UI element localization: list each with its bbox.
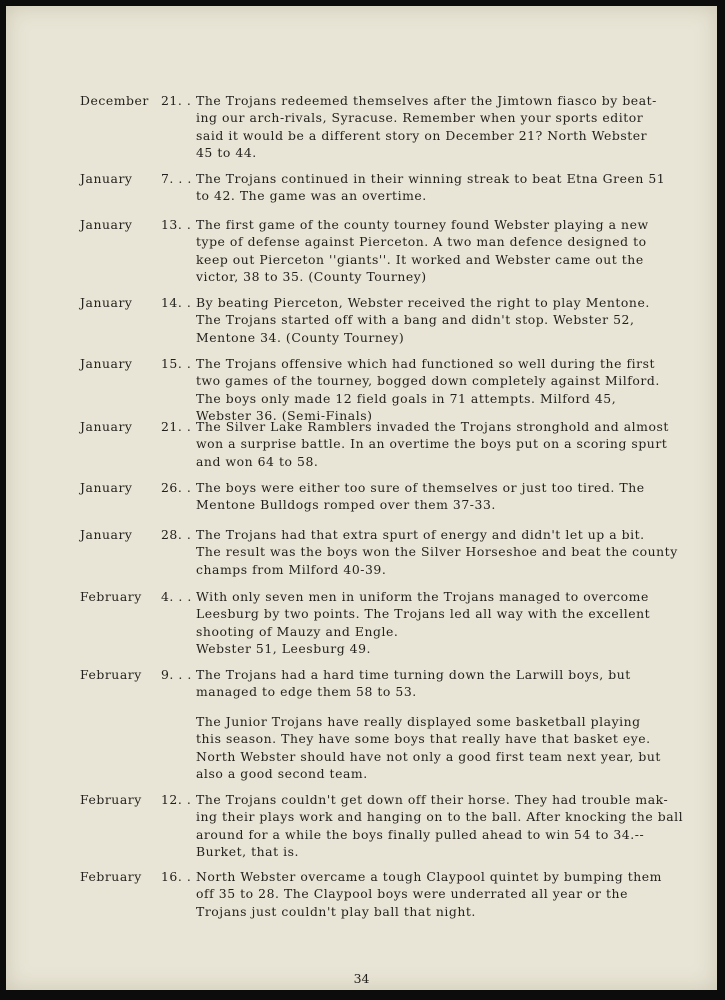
- entry-line: ing our arch-rivals, Syracuse. Remember when your sports editor: [196, 110, 644, 126]
- entry-line: keep out Pierceton ''giants''. It worked and Webster came out the: [196, 251, 644, 267]
- entry-text: [196, 791, 704, 861]
- entry-day: 7. . .: [161, 171, 192, 186]
- entry-line: Webster 36. (Semi-Finals): [196, 408, 373, 424]
- entry-line: The boys only made 12 field goals in 71 attempts. Milford 45,: [196, 390, 617, 406]
- entry-month: January: [80, 295, 133, 310]
- entry-text: [196, 418, 704, 470]
- yearbook-page: [6, 6, 717, 990]
- entry-month: February: [80, 667, 142, 682]
- entry-text: [196, 666, 704, 701]
- entry-day: 12. .: [161, 792, 192, 807]
- note-line: The Junior Trojans have really displayed some basketball playing: [196, 714, 641, 729]
- entry-line: The result was the boys won the Silver Horseshoe and beat the county: [196, 544, 678, 560]
- entry-text: [196, 170, 704, 205]
- entry-line: victor, 38 to 35. (County Tourney): [196, 269, 427, 285]
- entry-month: January: [80, 419, 133, 434]
- entry-line: off 35 to 28. The Claypool boys were underrated all year or the: [196, 886, 628, 902]
- entry-day: 9. . .: [161, 667, 192, 682]
- entry-line: Trojans just couldn't play ball that night.: [196, 903, 476, 919]
- entry-month: February: [80, 869, 142, 884]
- entry-text: [196, 216, 704, 286]
- entry-text: [196, 526, 704, 578]
- entry-line: to 42. The game was an overtime.: [196, 188, 427, 204]
- entry-month: January: [80, 480, 133, 495]
- entry-line: ing their plays work and hanging on to the ball. After knocking the ball: [196, 809, 684, 825]
- entry-text: [196, 294, 704, 346]
- entry-line: The Trojans offensive which had functioned so well during the first: [196, 356, 656, 371]
- entry-text: [196, 355, 704, 425]
- entry-text: [196, 868, 704, 920]
- entry-day: 16. .: [161, 869, 192, 884]
- entry-month: February: [80, 792, 142, 807]
- entry-line: With only seven men in uniform the Trojans managed to overcome: [196, 589, 649, 604]
- entry-text: [196, 588, 704, 658]
- entry-line: Burket, that is.: [196, 844, 300, 860]
- entry-text: [196, 92, 704, 162]
- entry-line: The Trojans had that extra spurt of energy and didn't let up a bit.: [196, 527, 645, 542]
- entry-month: January: [80, 527, 133, 542]
- entry-line: The boys were either too sure of themselves or just too tired. The: [196, 480, 645, 495]
- entry-line: North Webster overcame a tough Claypool quintet by bumping them: [196, 869, 662, 884]
- entry-line: shooting of Mauzy and Engle.: [196, 623, 399, 639]
- entry-line: said it would be a different story on December 21? North Webster: [196, 127, 648, 143]
- entry-day: 14. .: [161, 295, 192, 310]
- entry-line: By beating Pierceton, Webster received the right to play Mentone.: [196, 295, 650, 310]
- entry-line: Webster 51, Leesburg 49.: [196, 641, 372, 657]
- entry-text: [196, 479, 704, 514]
- note-line: North Webster should have not only a good first team next year, but: [196, 748, 661, 764]
- entry-line: The Silver Lake Ramblers invaded the Trojans stronghold and almost: [196, 419, 669, 434]
- entry-month: January: [80, 217, 133, 232]
- entry-line: The Trojans redeemed themselves after the Jimtown fiasco by beat-: [196, 93, 657, 108]
- entry-line: The Trojans couldn't get down off their horse. They had trouble mak-: [196, 792, 669, 807]
- junior-trojans-note: [196, 713, 696, 783]
- entry-line: Leesburg by two points. The Trojans led all way with the excellent: [196, 606, 651, 622]
- entry-line: around for a while the boys finally pulled ahead to win 54 to 34.--: [196, 826, 645, 842]
- entry-line: Mentone Bulldogs romped over them 37-33.: [196, 497, 496, 513]
- entry-line: managed to edge them 58 to 53.: [196, 684, 417, 700]
- entry-line: champs from Milford 40-39.: [196, 561, 387, 577]
- entry-month: January: [80, 356, 133, 371]
- entry-day: 26. .: [161, 480, 192, 495]
- entry-day: 4. . .: [161, 589, 192, 604]
- entry-day: 15. .: [161, 356, 192, 371]
- entry-day: 28. .: [161, 527, 192, 542]
- entry-month: February: [80, 589, 142, 604]
- note-line: this season. They have some boys that really have that basket eye.: [196, 731, 651, 747]
- entry-day: 21. .: [161, 93, 192, 108]
- page-number: 34: [353, 971, 370, 986]
- entry-line: and won 64 to 58.: [196, 453, 319, 469]
- entry-line: The Trojans continued in their winning streak to beat Etna Green 51: [196, 171, 666, 186]
- entry-day: 13. .: [161, 217, 192, 232]
- note-line: also a good second team.: [196, 766, 368, 782]
- entry-line: won a surprise battle. In an overtime the boys put on a scoring spurt: [196, 436, 668, 452]
- entry-line: The Trojans had a hard time turning down the Larwill boys, but: [196, 667, 631, 682]
- entry-month: January: [80, 171, 133, 186]
- entry-month: December: [80, 93, 149, 108]
- entry-line: 45 to 44.: [196, 145, 257, 161]
- entry-line: The Trojans started off with a bang and didn't stop. Webster 52,: [196, 312, 635, 328]
- entry-line: two games of the tourney, bogged down completely against Milford.: [196, 373, 660, 389]
- entry-day: 21. .: [161, 419, 192, 434]
- entry-line: type of defense against Pierceton. A two man defence designed to: [196, 234, 647, 250]
- entry-line: The first game of the county tourney found Webster playing a new: [196, 217, 649, 232]
- entry-line: Mentone 34. (County Tourney): [196, 329, 405, 345]
